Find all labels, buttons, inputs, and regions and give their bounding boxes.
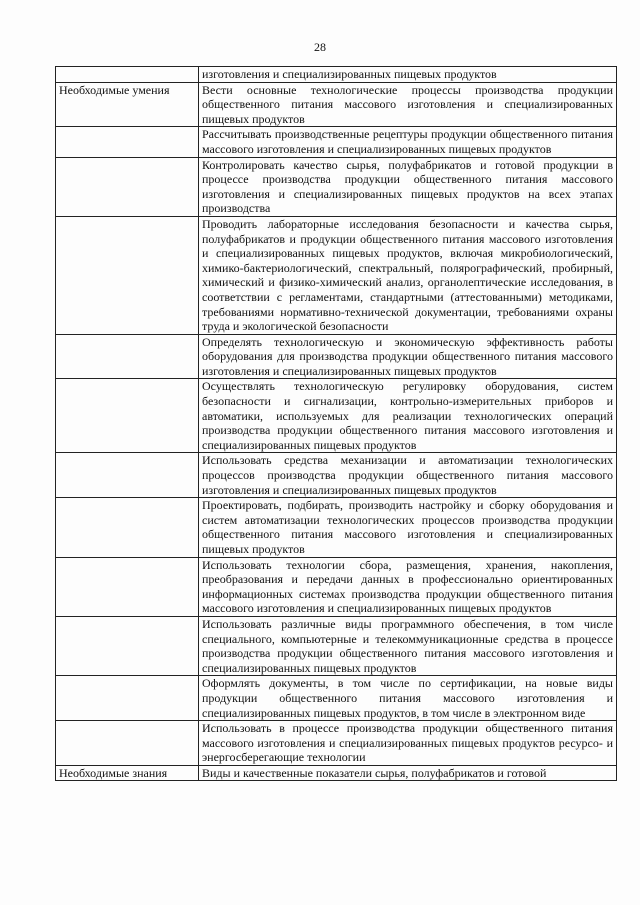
table-row [56,216,617,334]
table-row [56,557,617,616]
empty-cell [56,498,199,557]
knowledge-item: Виды и качественные показатели сырья, полуфабрикатов и готовой [199,765,617,780]
table-row [56,453,617,498]
requirements-table [55,66,617,781]
empty-cell [56,67,199,83]
skill-item: Вести основные технологические процессы производства продукции общественного питания массового изготовления и специализированных пищевых продуктов [199,82,617,127]
skills-label: Необходимые умения [56,82,199,127]
empty-cell [56,721,199,766]
skill-item: Проводить лабораторные исследования безопасности и качества сырья, полуфабрикатов и продукции общественного питания массового изготовления и специализированных пищевых продуктов, включая микробиологический, химико-бактериологический, спектральный, полярографический, пробирный, химический и физико-химический анализ, органолептические исследования, в соответствии с регламентами, стандартными (аттестованными) методиками, требованиями нормативно-технической документации, требованиями охраны труда и экологической безопасности [199,216,617,334]
skill-item: Рассчитывать производственные рецептуры продукции общественного питания массового изготовления и специализированных пищевых продуктов [199,127,617,157]
skill-item: Использовать средства механизации и автоматизации технологических процессов производства продукции общественного питания массового изготовления и специализированных пищевых продуктов [199,453,617,498]
empty-cell [56,127,199,157]
table-row [56,765,617,780]
table-row [56,127,617,157]
table-row [56,334,617,379]
empty-cell [56,334,199,379]
skill-item: Осуществлять технологическую регулировку оборудования, систем безопасности и сигнализации, контрольно-измерительных приборов и автоматики, используемых для реализации технологических операций производства продукции общественного питания массового изготовления и специализированных пищевых продуктов [199,379,617,453]
empty-cell [56,616,199,675]
empty-cell [56,379,199,453]
table-row [56,67,617,83]
table-row [56,721,617,766]
table-row [56,82,617,127]
skill-item: Использовать технологии сбора, размещения, хранения, накопления, преобразования и передачи данных в профессионально ориентированных информационных системах производства продукции общественного питания массового изготовления и специализированных пищевых продуктов [199,557,617,616]
empty-cell [56,453,199,498]
skill-item: Использовать различные виды программного обеспечения, в том числе специального, компьютерные и телекоммуникационные средства в процессе производства продукции общественного питания массового изготовления и специализированных пищевых продуктов [199,616,617,675]
table-row [56,379,617,453]
empty-cell [56,216,199,334]
table-row [56,498,617,557]
knowledge-label: Необходимые знания [56,765,199,780]
table-row [56,616,617,675]
continuation-cell: изготовления и специализированных пищевых продуктов [199,67,617,83]
skill-item: Использовать в процессе производства продукции общественного питания массового изготовления и специализированных пищевых продуктов ресурсо- и энергосберегающие технологии [199,721,617,766]
page-number: 28 [314,40,326,54]
table-row [56,157,617,216]
empty-cell [56,557,199,616]
skill-item: Определять технологическую и экономическую эффективность работы оборудования для производства продукции общественного питания массового изготовления и специализированных пищевых продуктов [199,334,617,379]
empty-cell [56,157,199,216]
skill-item: Контролировать качество сырья, полуфабрикатов и готовой продукции в процессе производства продукции общественного питания массового изготовления и специализированных пищевых продуктов на всех этапах производства [199,157,617,216]
skill-item: Проектировать, подбирать, производить настройку и сборку оборудования и систем автоматизации технологических процессов производства продукции общественного питания массового изготовления и специализированных пищевых продуктов [199,498,617,557]
empty-cell [56,676,199,721]
table-row [56,676,617,721]
skill-item: Оформлять документы, в том числе по сертификации, на новые виды продукции общественного питания массового изготовления и специализированных пищевых продуктов, в том числе в электронном виде [199,676,617,721]
